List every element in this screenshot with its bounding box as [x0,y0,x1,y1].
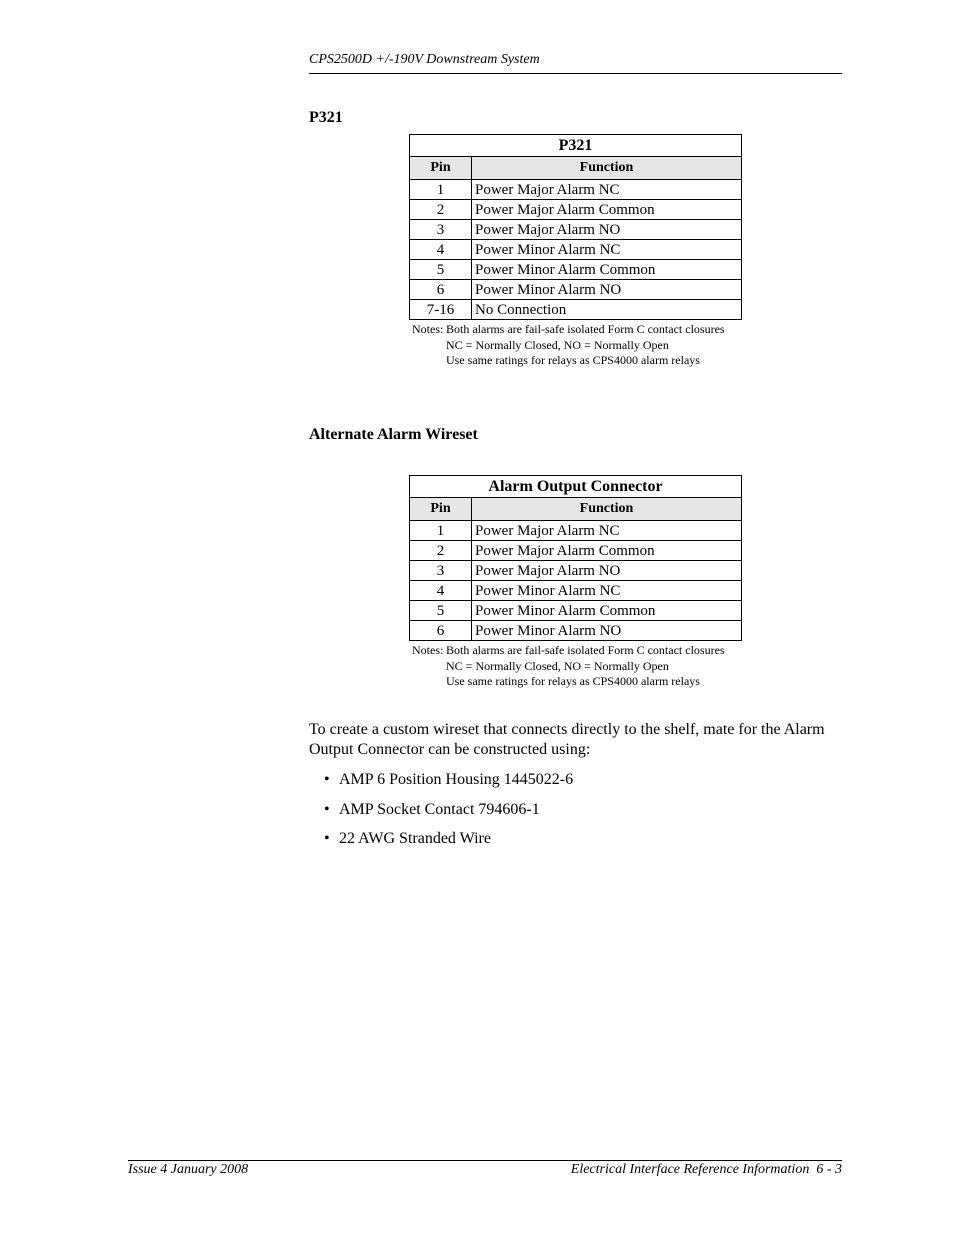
note-line: NC = Normally Closed, NO = Normally Open [446,658,669,673]
p321-notes [412,322,725,369]
parts-list [324,770,573,859]
function-cell: Power Minor Alarm NO [472,621,742,641]
running-header-title: CPS2500D +/-190V Downstream System [309,52,540,67]
footer-rule [128,1160,842,1161]
table-row [410,581,742,601]
column-header-pin: Pin [410,498,472,521]
function-cell: Power Major Alarm NC [472,180,742,200]
function-cell: Power Major Alarm Common [472,541,742,561]
function-cell: Power Minor Alarm NC [472,581,742,601]
pin-cell: 1 [410,180,472,200]
pin-cell: 6 [410,280,472,300]
table-row [410,541,742,561]
bullet-icon: • [324,800,330,818]
alarm-output-connector-table [409,475,742,641]
pin-cell: 3 [410,561,472,581]
column-header-function: Function [472,157,742,180]
pin-cell: 1 [410,521,472,541]
footer-page-label: Electrical Interface Reference Information 6 - 3 [570,1162,842,1177]
function-cell: Power Minor Alarm NC [472,240,742,260]
pin-cell: 5 [410,601,472,621]
table-row [410,240,742,260]
column-header-pin: Pin [410,157,472,180]
pin-cell: 7-16 [410,300,472,320]
function-cell: Power Minor Alarm Common [472,260,742,280]
function-cell: Power Major Alarm NO [472,220,742,240]
pin-cell: 4 [410,581,472,601]
table-row [410,521,742,541]
body-paragraph: To create a custom wireset that connects directly to the shelf, mate for the Alarm Output Connector can be constructed using: [309,721,825,758]
notes-label: Notes: [412,643,444,657]
note-line: Both alarms are fail-safe isolated Form C contact closures [446,322,725,336]
list-item [324,829,573,859]
function-cell: Power Major Alarm NC [472,521,742,541]
function-cell: Power Minor Alarm NO [472,280,742,300]
note-line: NC = Normally Closed, NO = Normally Open [446,337,669,352]
table-row [410,621,742,641]
alarm-output-notes [412,643,725,690]
list-item-text: AMP Socket Contact 794606-1 [339,800,540,818]
note-line: Use same ratings for relays as CPS4000 alarm relays [446,353,700,367]
pin-cell: 3 [410,220,472,240]
note-line: Both alarms are fail-safe isolated Form C contact closures [446,643,725,657]
function-cell: Power Major Alarm Common [472,200,742,220]
list-item [324,800,573,830]
list-item [324,770,573,800]
list-item-text: 22 AWG Stranded Wire [339,830,491,847]
note-line: Use same ratings for relays as CPS4000 alarm relays [446,674,700,688]
pin-cell: 4 [410,240,472,260]
function-cell: No Connection [472,300,742,320]
header-rule [309,73,842,74]
section-heading-p321: P321 [309,109,343,126]
p321-table [409,134,742,320]
bullet-icon: • [324,771,330,788]
table-row [410,200,742,220]
section-heading-alternate-alarm-wireset: Alternate Alarm Wireset [309,426,478,443]
column-header-function: Function [472,498,742,521]
table-row [410,220,742,240]
list-item-text: AMP 6 Position Housing 1445022-6 [339,771,574,788]
table-row [410,280,742,300]
table-caption: P321 [410,135,742,157]
bullet-icon: • [324,830,330,847]
table-row [410,180,742,200]
footer-issue: Issue 4 January 2008 [128,1162,249,1177]
pin-cell: 2 [410,541,472,561]
pin-cell: 2 [410,200,472,220]
function-cell: Power Major Alarm NO [472,561,742,581]
notes-label: Notes: [412,322,444,336]
table-row [410,300,742,320]
table-row [410,601,742,621]
table-caption: Alarm Output Connector [410,476,742,498]
function-cell: Power Minor Alarm Common [472,601,742,621]
table-row [410,260,742,280]
table-row [410,561,742,581]
pin-cell: 6 [410,621,472,641]
pin-cell: 5 [410,260,472,280]
